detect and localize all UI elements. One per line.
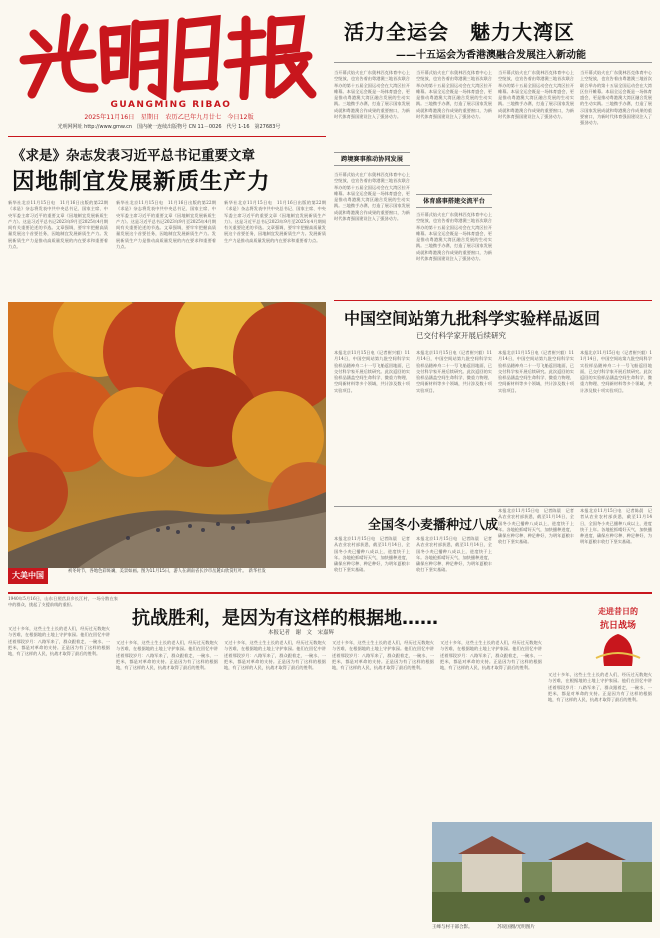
top-right-body-col-4: 当开幕式焰火在广东奥林匹克体育中心上空绽放，也宣告着由粤港澳三地首次联合举办的第十五届全国运动会在大湾区拉开帷幕。本届全运会既是一场体育盛会，更是推动粤港澳大湾区融合发展的生动实践。三地携手办赛，打造了展示国家发展成就和粤港澳合作成果的重要窗口，为新时代体育强国建设注入了强劲动力。	[580, 70, 652, 126]
top-right-subheading	[334, 152, 410, 166]
badge-line-1: 走进昔日的	[598, 607, 638, 616]
lead-body-col-1: 新华社北京11月15日电 11月16日出版的第22期《求是》杂志将发表中共中央总书记、国家主席、中央军委主席习近平的重要文章《因地制宜发展新质生产力》。这是习近平总书记2023年9月至2025年4月期间有关重要论述的节选。文章强调，要牢牢把握高质量发展这个首要任务，因地制宜发展新质生产力。发展新质生产力是推动高质量发展的内在要求和重要着力点。	[8, 200, 108, 250]
lead-story	[8, 140, 326, 300]
lead-top-rule	[8, 136, 326, 137]
feature-photo	[432, 822, 652, 922]
feature-body-col-3: 又过十多年，这些土生土长的老人们，经历过无数炮火与苦难，在根据地的土地上守护家园。他们在回忆中讲述着那段岁月：八路军来了，群众跟着走，一碗水、一把米，都是对革命的支持。正是因为有了这样的根据地，有了这样的人民，抗战才取得了最后的胜利。	[224, 640, 326, 671]
feature-body-col-6: 又过十多年，这些土生土长的老人们，经历过无数炮火与苦难，在根据地的土地上守护家园。他们在回忆中讲述着那段岁月：八路军来了，群众跟着走，一碗水、一把米，都是对革命的支持。正是因为有了这样的根据地，有了这样的人民，抗战才取得了最后的胜利。	[548, 672, 652, 703]
top-right-title: 活力全运会 魅力大湾区	[344, 20, 575, 44]
space-headline: 中国空间站第九批科学实验样品返回	[344, 309, 601, 328]
masthead-calligraphy	[18, 8, 318, 100]
wheat-body-col-2: 本报北京11月15日电 记者陈晨 记者从农业农村部获悉，截至11月14日，全国冬小麦已播种八成以上，进度快于上年。各地抢抓晴好天气，加快播种进度，确保应种尽种、种足种好，为明年夏粮丰收打下坚实基础。	[416, 536, 492, 573]
space-station-story	[334, 302, 652, 504]
space-body-col-4: 本报北京11月15日电（记者崔兴毅）11月14日，中国空间站第九批空间科学实验样品随神舟二十一号飞船返回地面，已交付科学家开展后续研究。此次返回的实验样品涵盖空间生命科学、微重力物理、空间新材料等多个领域，共计涉及数十项实验项目。	[580, 350, 652, 393]
feature-body-col-2: 又过十多年，这些土生土长的老人们，经历过无数炮火与苦难，在根据地的土地上守护家园。他们在回忆中讲述着那段岁月：八路军来了，群众跟着走，一碗水、一把米，都是对革命的支持。正是因为有了这样的根据地，有了这样的人民，抗战才取得了最后的胜利。	[116, 640, 218, 671]
space-body-col-2: 本报北京11月15日电（记者崔兴毅）11月14日，中国空间站第九批空间科学实验样品随神舟二十一号飞船返回地面，已交付科学家开展后续研究。此次返回的实验样品涵盖空间生命科学、微重力物理、空间新材料等多个领域，共计涉及数十项实验项目。	[416, 350, 492, 393]
top-right-body-col-2: 当开幕式焰火在广东奥林匹克体育中心上空绽放，也宣告着由粤港澳三地首次联合举办的第十五届全国运动会在大湾区拉开帷幕。本届全运会既是一场体育盛会，更是推动粤港澳大湾区融合发展的生动实践。三地携手办赛，打造了展示国家发展成就和粤港澳合作成果的重要窗口，为新时代体育强国建设注入了强劲动力。	[416, 70, 492, 120]
space-top-rule	[334, 300, 652, 301]
badge-line-2: 抗日战场	[599, 621, 636, 631]
top-right-body-col-1: 当开幕式焰火在广东奥林匹克体育中心上空绽放，也宣告着由粤港澳三地首次联合举办的第十五届全国运动会在大湾区拉开帷幕。本届全运会既是一场体育盛会，更是推动粤港澳大湾区融合发展的生动实践。三地携手办赛，打造了展示国家发展成就和粤港澳合作成果的重要窗口，为新时代体育强国建设注入了强劲动力。	[334, 70, 410, 120]
autumn-photo	[8, 302, 326, 568]
top-right-story	[334, 6, 652, 296]
feature-body-col-1: 又过十多年，这些土生土长的老人们，经历过无数炮火与苦难，在根据地的土地上守护家园。他们在回忆中讲述着那段岁月：八路军来了，群众跟着走，一碗水、一把米，都是对革命的支持。正是因为有了这样的根据地，有了这样的人民，抗战才取得了最后的胜利。	[8, 626, 110, 657]
top-right-subheading-text: 跨境赛事推动协同发展	[341, 156, 403, 163]
masthead-pinyin: GUANGMING RIBAO	[110, 100, 232, 110]
photo-label: 大美中国	[8, 568, 48, 584]
lead-body-col-3: 新华社北京11月15日电 11月16日出版的第22期《求是》杂志将发表中共中央总书记、国家主席、中央军委主席习近平的重要文章《因地制宜发展新质生产力》。这是习近平总书记2023年9月至2025年4月期间有关重要论述的节选。文章强调，要牢牢把握高质量发展这个首要任务，因地制宜发展新质生产力。发展新质生产力是推动高质量发展的内在要求和重要着力点。	[224, 200, 326, 243]
wheat-top-rule	[334, 506, 652, 507]
feature-body-col-5: 又过十多年，这些土生土长的老人们，经历过无数炮火与苦难，在根据地的土地上守护家园。他们在回忆中讲述着那段岁月：八路军来了，群众跟着走，一碗水、一把米，都是对革命的支持。正是因为有了这样的根据地，有了这样的人民，抗战才取得了最后的胜利。	[440, 640, 542, 671]
feature-body-col-4: 又过十多年，这些土生土长的老人们，经历过无数炮火与苦难，在根据地的土地上守护家园。他们在回忆中讲述着那段岁月：八路军来了，群众跟着走，一碗水、一把米，都是对革命的支持。正是因为有了这样的根据地，有了这样的人民，抗战才取得了最后的胜利。	[332, 640, 434, 671]
lead-headline: 因地制宜发展新质生产力	[12, 169, 271, 195]
top-right-subheading-2	[416, 194, 492, 208]
wheat-story	[334, 508, 652, 590]
wheat-body-col-1: 本报北京11月15日电 记者陈晨 记者从农业农村部获悉，截至11月14日，全国冬小麦已播种八成以上，进度快于上年。各地抢抓晴好天气，加快播种进度，确保应种尽种、种足种好，为明年夏粮丰收打下坚实基础。	[334, 536, 410, 573]
top-right-subtitle: ——十五运会为香港澳融合发展注入新动能	[396, 50, 586, 61]
wheat-body-col-3: 本报北京11月15日电 记者陈晨 记者从农业农村部获悉，截至11月14日，全国冬小麦已播种八成以上，进度快于上年。各地抢抓晴好天气，加快播种进度，确保应种尽种、种足种好，为明年夏粮丰收打下坚实基础。	[498, 508, 574, 545]
lead-body-col-2: 新华社北京11月15日电 11月16日出版的第22期《求是》杂志将发表中共中央总书记、国家主席、中央军委主席习近平的重要文章《因地制宜发展新质生产力》。这是习近平总书记2023年9月至2025年4月期间有关重要论述的节选。文章强调，要牢牢把握高质量发展这个首要任务，因地制宜发展新质生产力。发展新质生产力是推动高质量发展的内在要求和重要着力点。	[116, 200, 216, 250]
top-right-body-col-3: 当开幕式焰火在广东奥林匹克体育中心上空绽放，也宣告着由粤港澳三地首次联合举办的第十五届全国运动会在大湾区拉开帷幕。本届全运会既是一场体育盛会，更是推动粤港澳大湾区融合发展的生动实践。三地携手办赛，打造了展示国家发展成就和粤港澳合作成果的重要窗口，为新时代体育强国建设注入了强劲动力。	[498, 70, 574, 120]
lead-kicker: 《求是》杂志发表习近平总书记重要文章	[12, 148, 255, 164]
photo-caption: 初冬时节，各地色彩斑斓，美景如画。图为11月15日，游人在湖南省长沙市岳麓山欣赏红叶。 新华社发	[68, 569, 266, 574]
feature-photo-caption: 王峰与村干部合影。 苏说国摄/光明图片	[432, 925, 535, 930]
feature-top-rule	[8, 592, 652, 594]
masthead-logo	[18, 8, 318, 100]
masthead-info-line: 光明网网址 http://www.gmw.cn 国内统一连续出版物号 CN 11－0026 代号 1-16 第27683号	[57, 124, 281, 130]
space-body-col-3: 本报北京11月15日电（记者崔兴毅）11月14日，中国空间站第九批空间科学实验样品随神舟二十一号飞船返回地面，已交付科学家开展后续研究。此次返回的实验样品涵盖空间生命科学、微重力物理、空间新材料等多个领域，共计涉及数十项实验项目。	[498, 350, 574, 393]
village-photo-image	[432, 822, 652, 922]
masthead-date-line: 2025年11月16日 星期日 农历乙巳年九月廿七 今日12版	[84, 114, 254, 121]
divider	[334, 62, 652, 63]
top-right-body-col-1b: 当开幕式焰火在广东奥林匹克体育中心上空绽放，也宣告着由粤港澳三地首次联合举办的第十五届全国运动会在大湾区拉开帷幕。本届全运会既是一场体育盛会，更是推动粤港澳大湾区融合发展的生动实践。三地携手办赛，打造了展示国家发展成就和粤港澳合作成果的重要窗口，为新时代体育强国建设注入了强劲动力。	[334, 172, 410, 222]
feature-top-text: 1940年5月16日，山东日照莒县乡长江村，一场分散在家中的群众，挑起了支援前线的重担。	[8, 596, 118, 608]
autumn-forest-image	[8, 302, 326, 568]
photo-caption-bar	[8, 568, 326, 584]
space-subheadline: 已交付科学家开展后续研究	[416, 331, 506, 340]
feature-badge	[586, 604, 650, 668]
space-body-col-1: 本报北京11月15日电（记者崔兴毅）11月14日，中国空间站第九批空间科学实验样品随神舟二十一号飞船返回地面，已交付科学家开展后续研究。此次返回的实验样品涵盖空间生命科学、微重力物理、空间新材料等多个领域，共计涉及数十项实验项目。	[334, 350, 410, 393]
wheat-headline: 全国冬小麦播种过八成	[368, 518, 499, 533]
feature-headline: 抗战胜利，是因为有这样的根据地……	[132, 608, 438, 629]
wheat-body-col-4: 本报北京11月15日电 记者陈晨 记者从农业农村部获悉，截至11月14日，全国冬小麦已播种八成以上，进度快于上年。各地抢抓晴好天气，加快播种进度，确保应种尽种、种足种好，为明年夏粮丰收打下坚实基础。	[580, 508, 652, 545]
masthead	[10, 6, 328, 130]
feature-story	[8, 596, 652, 934]
feature-byline: 本报记者 谢 文 宋嘉辉	[268, 630, 335, 636]
top-right-body-col-2b: 当开幕式焰火在广东奥林匹克体育中心上空绽放，也宣告着由粤港澳三地首次联合举办的第十五届全国运动会在大湾区拉开帷幕。本届全运会既是一场体育盛会，更是推动粤港澳大湾区融合发展的生动实践。三地携手办赛，打造了展示国家发展成就和粤港澳合作成果的重要窗口，为新时代体育强国建设注入了强劲动力。	[416, 212, 492, 262]
top-right-subheading-2-text: 体育盛事搭建交流平台	[423, 198, 485, 205]
